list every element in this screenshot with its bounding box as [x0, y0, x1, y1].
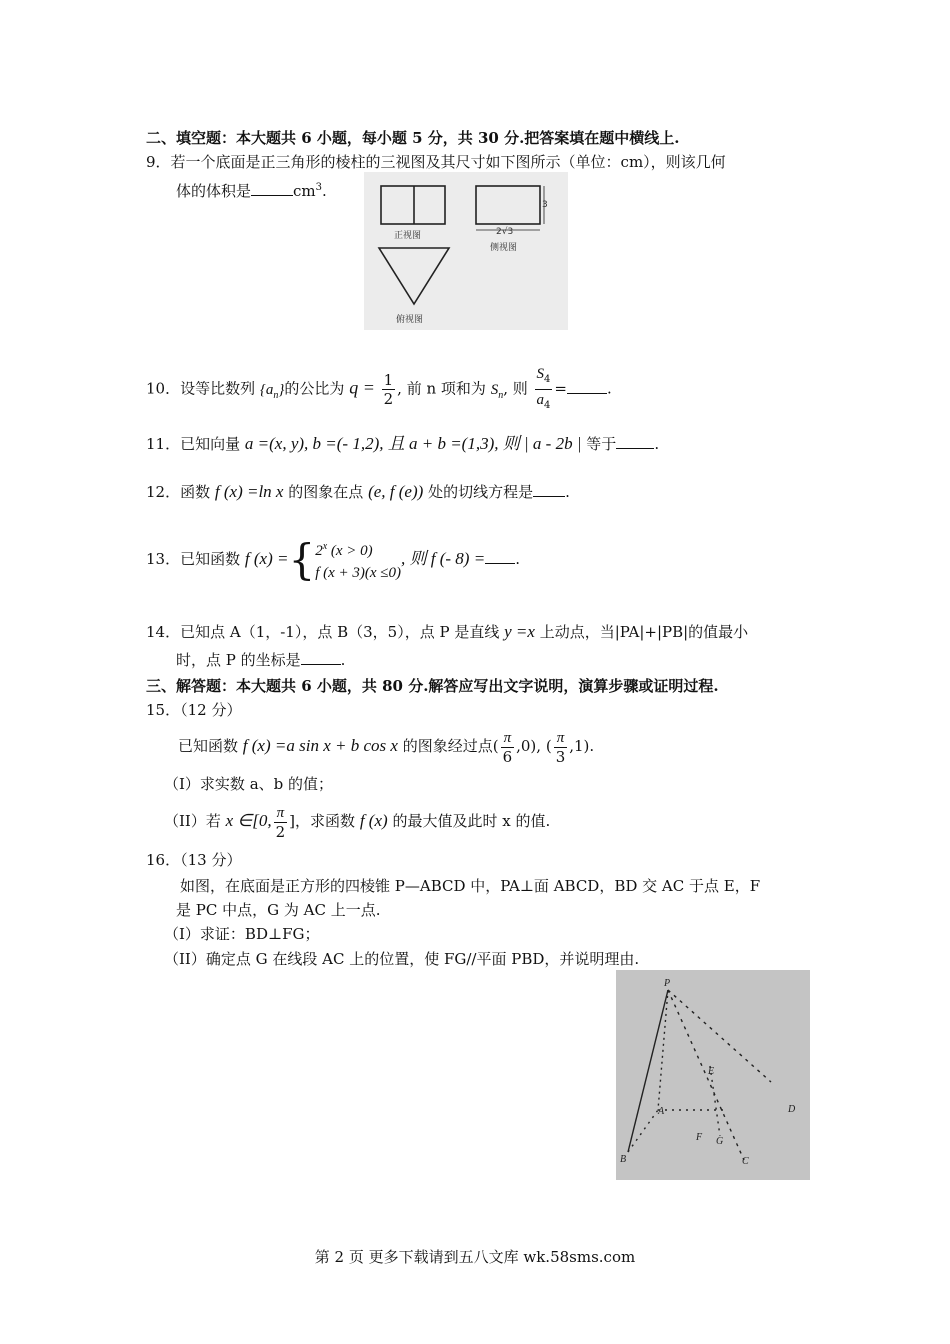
label-f: F [696, 1132, 703, 1143]
question-16-line-2: 是 PC 中点，G 为 AC 上一点. [176, 901, 381, 919]
answer-blank [567, 379, 607, 394]
evaluate-expression: , 则 f (- 8) = [401, 549, 486, 568]
side-view-label: 侧视图 [490, 243, 518, 253]
point-expression: (e, f (e)) [368, 482, 424, 501]
ratio-symbol: q = [349, 377, 375, 398]
pyramid-figure [616, 970, 810, 1180]
question-16-line-1: 如图，在底面是正方形的四棱锥 P—ABCD 中，PA⊥面 ABCD，BD 交 AC 于点 E，F [180, 877, 761, 895]
question-text: , 则 [503, 379, 528, 398]
three-view-drawing [364, 172, 568, 330]
label-a: A [658, 1106, 665, 1117]
label-c: C [742, 1156, 749, 1167]
label-b: B [620, 1154, 627, 1165]
question-text: 设等比数列 [180, 379, 256, 398]
sum-symbol: $S_n$ [490, 381, 504, 401]
question-text: 若一个底面是正三角形的棱柱的三视图及其尺寸如下图所示（单位：cm），则该几何 [170, 153, 726, 171]
answer-blank [485, 549, 515, 564]
label-g: G [716, 1136, 724, 1147]
function-expression: f (x) = [244, 549, 289, 568]
question-text: 等于 [586, 435, 617, 453]
function-expression: f (x) =ln x [214, 482, 284, 501]
fraction-one-half: $\frac{1}{2}$ [383, 371, 394, 408]
question-text: 的最大值及此时 x 的值. [392, 812, 551, 830]
top-view-label: 俯视图 [396, 315, 424, 325]
question-text: 的公比为 [284, 379, 345, 398]
question-15-header [146, 700, 241, 720]
answer-blank [301, 650, 341, 665]
question-text: 已知点 A（1，-1），点 B（3，5），点 P 是直线 [180, 623, 500, 641]
fraction-s4-over-a4: $\frac{S_4}{a_4}$ [536, 366, 551, 411]
label-e: E [708, 1066, 715, 1077]
dimension-height-label: 3 [542, 200, 548, 210]
question-15-part-2 [164, 800, 550, 842]
section-heading-fill-in: 二、填空题：本大题共 6 小题，每小题 5 分，共 30 分.把答案填在题中横线上. [146, 129, 680, 147]
question-text: 已知向量 [180, 435, 241, 453]
fraction-pi-over-3: $\frac{\pi}{3}$ [555, 729, 566, 766]
sequence-symbol: $\{a_n\}$ [259, 381, 285, 401]
line-expression: y =x [504, 622, 535, 641]
punct: . [515, 550, 520, 568]
point-text: ,1). [569, 737, 595, 755]
top-view-triangle [379, 248, 449, 304]
question-15-stem [178, 724, 594, 768]
question-15-part-1: （I）求实数 a、b 的值； [164, 775, 334, 793]
unit: cm [293, 182, 316, 200]
question-number: 15． [146, 701, 181, 719]
question-text: ，求函数 [295, 812, 356, 830]
question-text: 已知函数 [178, 737, 239, 755]
question-number: 9． [146, 153, 171, 171]
question-9-line-1 [146, 152, 726, 172]
edge-pc [668, 990, 744, 1160]
equals: = [554, 379, 567, 398]
question-text: 的图象在点 [288, 483, 364, 501]
question-number: 14． [146, 623, 181, 641]
answer-blank [251, 181, 293, 196]
question-number: 16． [146, 851, 181, 869]
question-text: 时，点 P 的坐标是 [176, 651, 301, 669]
label-d: D [788, 1104, 796, 1115]
question-number: 10． [146, 379, 181, 398]
question-text: 的图象经过点 [402, 737, 493, 755]
question-12 [146, 478, 570, 506]
question-text: （II）若 [164, 812, 221, 830]
question-text: 已知函数 [180, 550, 241, 568]
three-view-figure [364, 172, 568, 330]
question-text: 体的体积是 [176, 182, 252, 200]
question-14-line-2 [176, 650, 345, 670]
side-view-rect [476, 186, 540, 224]
question-10 [146, 364, 612, 418]
question-text: 前 n 项和为 [406, 379, 486, 398]
page-footer: 第 2 页 更多下载请到五八文库 wk.58sms.com [314, 1248, 636, 1266]
dimension-width-label: 2√3 [496, 227, 514, 237]
punct: . [607, 379, 612, 398]
question-16-part-1: （I）求证：BD⊥FG； [164, 925, 320, 943]
question-9-line-2 [176, 178, 327, 201]
paren: ( [492, 737, 499, 755]
label-p: P [664, 978, 671, 989]
question-text: 处的切线方程是 [428, 483, 534, 501]
answer-blank [616, 434, 654, 449]
question-13 [146, 534, 520, 584]
question-16-header [146, 850, 241, 870]
section-heading-solve: 三、解答题：本大题共 6 小题，共 80 分.解答应写出文字说明，演算步骤或证明过程. [146, 677, 719, 695]
question-number: 12． [146, 483, 181, 501]
fraction-pi-over-2: $\frac{\pi}{2}$ [275, 804, 286, 841]
piecewise-cases: 2$^x$ (x > 0) f (x + 3)(x ≤0) [315, 541, 402, 581]
fraction-pi-over-6: $\frac{\pi}{6}$ [502, 729, 513, 766]
interval-expression: x ∈[0, [225, 811, 272, 830]
function-expression: f (x) =a sin x + b cos x [242, 736, 398, 755]
bracket: ] [289, 812, 296, 830]
question-number: 11． [146, 435, 181, 453]
unit-exponent: 3 [315, 182, 323, 193]
cases-brace: { [288, 535, 316, 584]
edge-pd [668, 990, 771, 1082]
question-score: （13 分） [180, 851, 242, 869]
front-view-rect [381, 186, 445, 224]
front-view-label: 正视图 [394, 231, 422, 241]
answer-blank [533, 482, 565, 497]
question-text: 上动点，当|PA|+|PB|的值最小 [539, 623, 749, 641]
question-score: （12 分） [180, 701, 242, 719]
punct: , [397, 379, 402, 398]
question-16-part-2: （II）确定点 G 在线段 AC 上的位置，使 FG//平面 PBD，并说明理由. [164, 950, 640, 968]
punct: . [340, 651, 346, 669]
question-14-line-1 [146, 622, 748, 642]
question-number: 13． [146, 550, 181, 568]
vector-expression: a =(x, y), b =(- 1,2), 且 a + b =(1,3), 则 | a - 2b | [244, 434, 582, 453]
punct: . [322, 182, 327, 200]
question-text: 函数 [180, 483, 211, 501]
question-11 [146, 430, 659, 458]
punct: . [654, 435, 660, 453]
edge-pb [628, 990, 668, 1152]
function-expression: f (x) [359, 811, 388, 830]
point-text: ,0), ( [516, 737, 552, 755]
punct: . [565, 483, 570, 501]
pyramid-drawing [616, 970, 810, 1180]
